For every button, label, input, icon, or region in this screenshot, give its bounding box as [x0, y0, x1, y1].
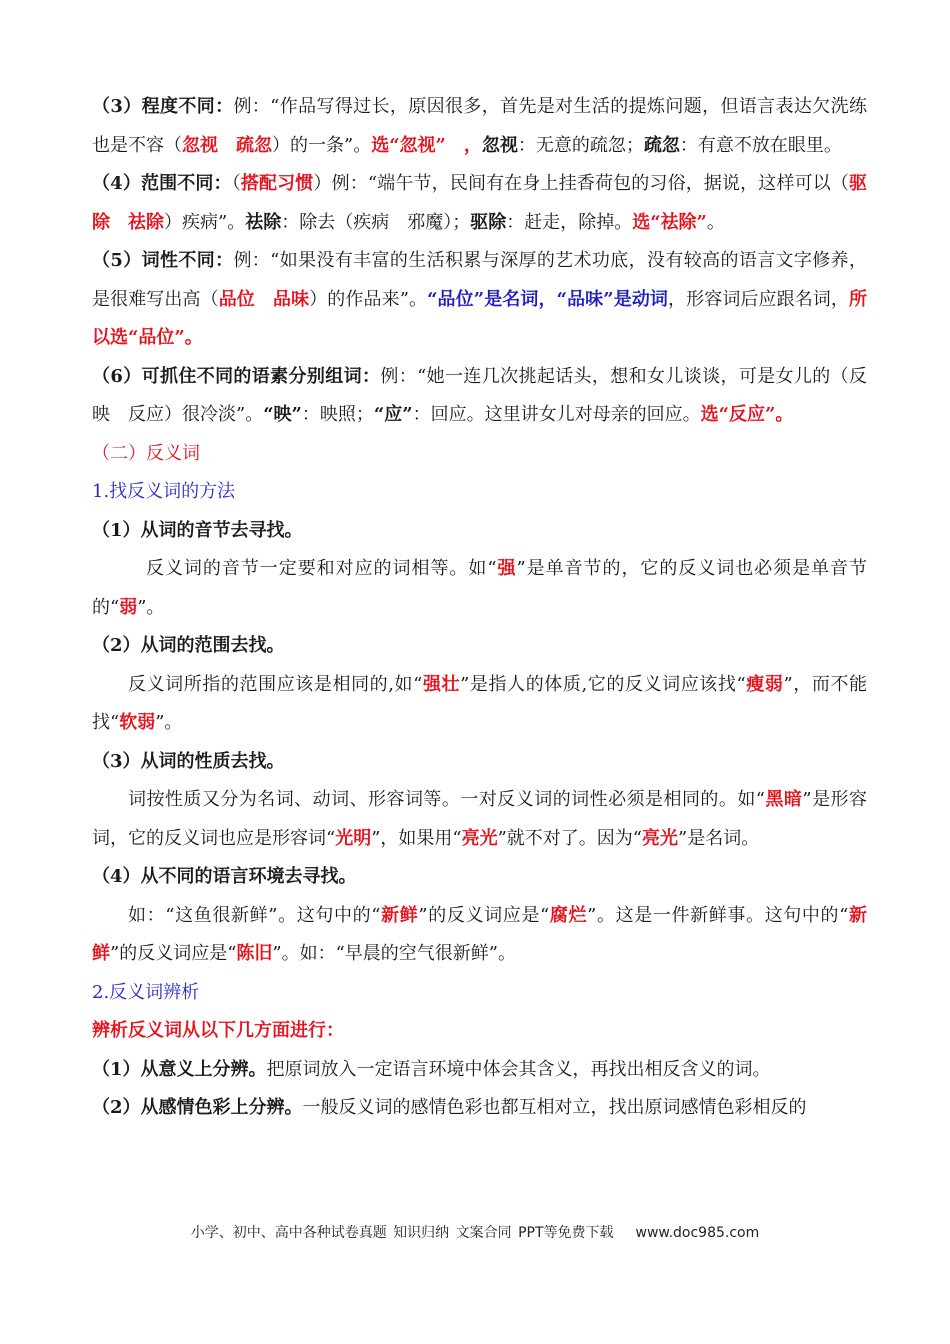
paragraph — [92, 358, 867, 435]
text-run: 新鲜 — [380, 904, 419, 926]
paragraph — [92, 974, 867, 1013]
text-run: ：赶走，除掉。 — [506, 211, 633, 233]
text-run: （2）从感情色彩上分辨。 — [92, 1097, 303, 1118]
footer-text: 小学、初中、高中各种试卷真题 知识归纳 文案合同 PPT等免费下载 — [190, 1225, 614, 1241]
text-run: （1）从意义上分辨。 — [92, 1058, 267, 1080]
text-run: ”。如：“早晨的空气很新鲜”。 — [272, 943, 517, 964]
paragraph — [92, 165, 867, 242]
text-run: （ — [231, 173, 241, 194]
text-run: ”是名词。 — [678, 827, 760, 849]
text-run: ”就不对了。因为“ — [497, 827, 643, 849]
paragraph — [92, 435, 867, 474]
text-run: ”是单音节的，它的反义词也必须是单音节的“ — [92, 558, 868, 618]
text-run: 选“反应”。 — [700, 404, 794, 425]
text-run: 词按性质又分为名词、动词、形容词等。一对反义词的词性必须是相同的。如“ — [128, 789, 766, 810]
text-run: ”是指人的体质,它的反义词应该找“ — [460, 673, 746, 695]
text-run: ”。 — [137, 596, 165, 618]
text-run: ：映照； — [301, 404, 374, 425]
paragraph — [92, 781, 867, 858]
text-run: ”，而不能找“ — [92, 673, 868, 733]
text-run: ”，如果用“ — [371, 827, 462, 849]
paragraph — [92, 627, 867, 666]
text-run: “映” — [263, 404, 302, 425]
text-run: ”。 — [155, 712, 183, 733]
text-run: “品位”是名词，“品味”是动词 — [427, 288, 669, 310]
text-run: 亮光 — [642, 827, 679, 849]
paragraph — [92, 550, 867, 627]
text-run: 把原词放入一定语言环境中体会其含义，再找出相反含义的词。 — [266, 1058, 771, 1080]
text-run: ）疾病”。 — [164, 211, 246, 233]
text-run: ”的反义词应是“ — [418, 904, 550, 926]
paragraph — [92, 897, 867, 974]
paragraph — [92, 743, 867, 782]
text-run: 驱除 祛除 — [92, 173, 868, 233]
text-run: ）的作品来”。 — [309, 288, 428, 310]
text-run: ”的反义词应是“ — [110, 943, 237, 964]
text-run: 例：“如果没有丰富的生活积累与深厚的艺术功底，没有较高的语言文字修养，是很难写出高（ — [92, 250, 867, 310]
text-run: 如：“这鱼很新鲜”。这句中的“ — [128, 904, 381, 926]
text-run: 。 — [706, 211, 725, 233]
text-run: 弱 — [119, 596, 138, 618]
text-run: 驱除 — [470, 211, 507, 233]
text-run: ）的一条”。 — [272, 134, 372, 156]
footer-site-link[interactable]: www.doc985.com — [635, 1225, 760, 1241]
text-run: 选“祛除” — [632, 211, 707, 233]
text-run: 强壮 — [422, 673, 461, 695]
text-run: （3）程度不同： — [92, 96, 234, 117]
text-run: 陈旧 — [236, 943, 273, 964]
page-footer — [0, 1222, 950, 1242]
text-run: 反义词所指的范围应该是相同的,如“ — [128, 673, 423, 695]
text-run: 新鲜 — [92, 904, 868, 964]
paragraph — [92, 858, 867, 897]
text-run: 所以选“品位”。 — [92, 288, 868, 348]
paragraph — [92, 1012, 867, 1051]
text-run: 忽视 — [481, 134, 518, 156]
text-run: ：有意不放在眼里。 — [679, 134, 842, 156]
text-run: “应” — [373, 404, 413, 425]
paragraph — [92, 666, 867, 743]
text-run: 选“忽视” ， — [371, 134, 482, 156]
text-run: （4）范围不同： — [92, 173, 232, 194]
text-run: 搭配习惯 — [240, 173, 314, 194]
paragraph — [92, 1051, 867, 1090]
paragraph — [92, 512, 867, 551]
text-run: 强 — [496, 558, 517, 579]
text-run: （2）从词的范围去找。 — [92, 635, 285, 656]
text-run: （5）词性不同： — [92, 250, 234, 271]
text-run: 祛除 — [245, 211, 282, 233]
text-run: 例：“她一连几次挑起话头，想和女儿谈谈，可是女儿的（反映 反应）很冷淡”。 — [92, 365, 867, 425]
text-run: 黑暗 — [765, 789, 803, 810]
text-run: 瘦弱 — [745, 673, 784, 695]
text-run: 反义词的音节一定要和对应的词相等。如“ — [146, 558, 497, 579]
text-run: （二）反义词 — [92, 442, 200, 464]
text-run: 腐烂 — [549, 904, 588, 926]
text-run: 亮光 — [461, 827, 498, 849]
text-run: ：无意的疏忽； — [517, 134, 644, 156]
text-run: 辨析反义词从以下几方面进行： — [92, 1020, 344, 1041]
text-run: ”是形容词，它的反义词也应是形容词“ — [92, 789, 868, 849]
text-run: （6）可抓住不同的语素分别组词： — [92, 365, 381, 387]
text-run: ：除去（疾病 邪魔）； — [281, 211, 471, 233]
text-run: ”。这是一件新鲜事。这句中的“ — [587, 904, 849, 926]
text-run: 2.反义词辨析 — [92, 981, 200, 1003]
text-run: 忽视 疏忽 — [182, 134, 272, 156]
text-run: 一般反义词的感情色彩也都互相对立，找出原词感情色彩相反的 — [302, 1097, 807, 1118]
paragraph — [92, 1089, 867, 1128]
text-run: ）例：“端午节，民间有在身上挂香荷包的习俗，据说，这样可以（ — [313, 173, 850, 194]
paragraph — [92, 473, 867, 512]
text-run: 软弱 — [119, 712, 156, 733]
text-run: ：回应。这里讲女儿对母亲的回应。 — [412, 404, 701, 425]
text-run: 例：“作品写得过长，原因很多，首先是对生活的提炼问题，但语言表达欠洗练也是不容（ — [92, 96, 867, 156]
text-run: 1.找反义词的方法 — [92, 481, 236, 502]
paragraph — [92, 242, 867, 358]
text-run: 品位 品味 — [218, 288, 310, 310]
text-run: （4）从不同的语言环境去寻找。 — [92, 866, 357, 887]
text-run: 疏忽 — [643, 134, 680, 156]
text-run: ，形容词后应跟名词， — [668, 288, 850, 310]
paragraph — [92, 88, 867, 165]
document-body — [92, 88, 867, 1128]
text-run: 光明 — [335, 827, 372, 849]
text-run: （3）从词的性质去找。 — [92, 750, 285, 772]
text-run: （1）从词的音节去寻找。 — [92, 519, 303, 541]
